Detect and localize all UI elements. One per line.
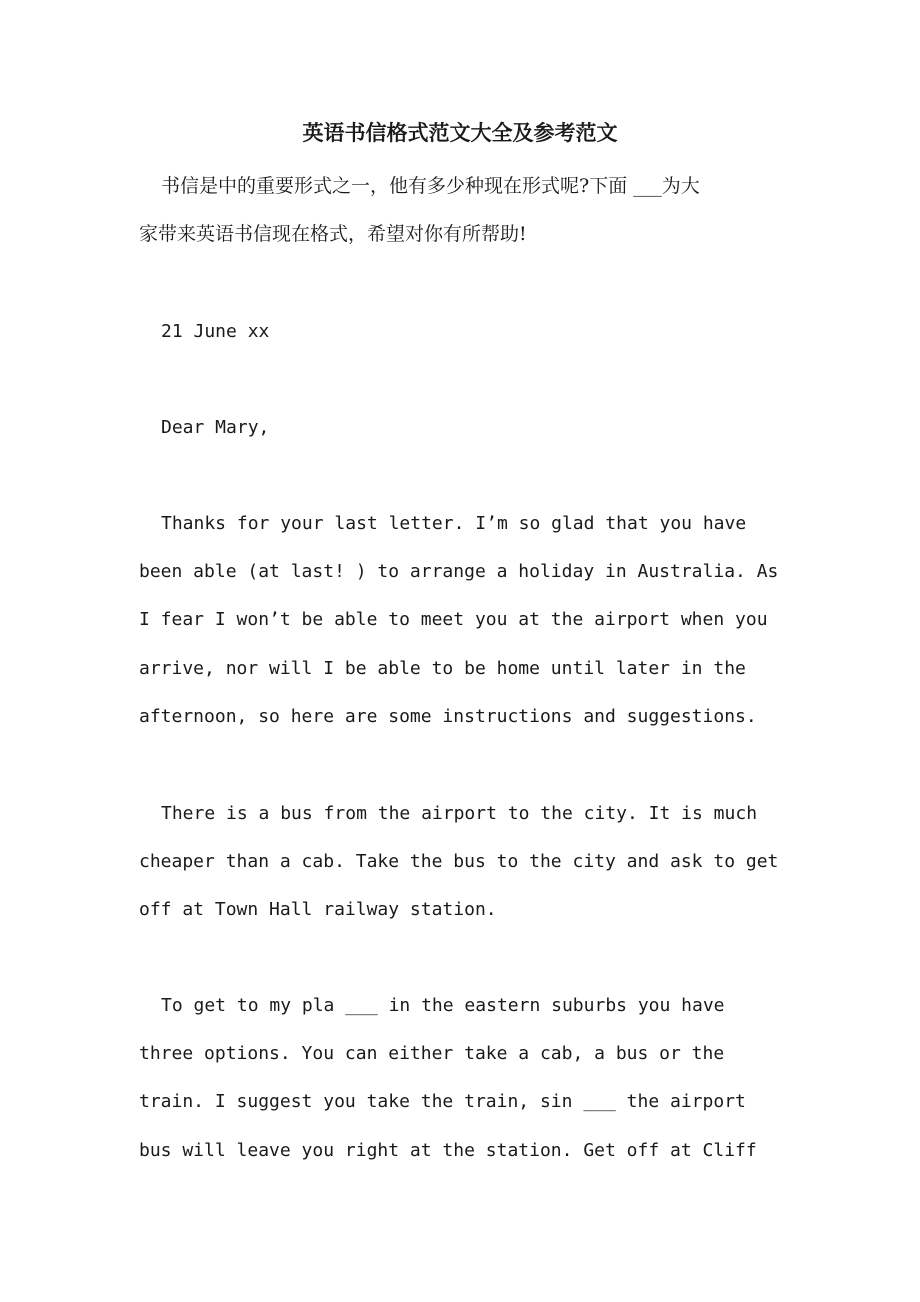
letter-greeting bbox=[139, 404, 784, 452]
paragraph-line: afternoon, so here are some instructions and suggestions. bbox=[139, 705, 757, 727]
letter-date bbox=[139, 308, 784, 356]
intro-line: 书信是中的重要形式之一，他有多少种现在形式呢?下面 ___为大 bbox=[161, 175, 700, 197]
paragraph-line: arrive, nor will I be able to be home until later in the bbox=[139, 657, 746, 679]
letter-paragraph-2 bbox=[139, 790, 784, 935]
paragraph-line: bus will leave you right at the station. Get off at Cliff bbox=[139, 1139, 757, 1161]
letter-paragraph-1 bbox=[139, 500, 784, 741]
document-title: 英语书信格式范文大全及参考范文 bbox=[302, 120, 618, 145]
paragraph-line: three options. You can either take a cab, a bus or the bbox=[139, 1043, 725, 1065]
paragraph-line: To get to my pla ___ in the eastern suburbs you have bbox=[161, 995, 725, 1016]
paragraph-line: been able (at last! ) to arrange a holiday in Australia. As bbox=[139, 561, 779, 583]
letter-paragraph-3 bbox=[139, 982, 784, 1175]
paragraph-line: There is a bus from the airport to the city. It is much bbox=[161, 803, 758, 824]
date-text: 21 June xx bbox=[161, 321, 270, 342]
paragraph-line: Thanks for your last letter. I’m so glad that you have bbox=[161, 513, 747, 534]
paragraph-line: off at Town Hall railway station. bbox=[139, 899, 497, 921]
paragraph-line: train. I suggest you take the train, sin ___ the airport bbox=[139, 1091, 746, 1113]
greeting-text: Dear Mary, bbox=[161, 417, 270, 438]
intro-paragraph bbox=[139, 162, 784, 258]
intro-line: 家带来英语书信现在格式，希望对你有所帮助! bbox=[139, 223, 527, 246]
paragraph-line: I fear I won’t be able to meet you at the airport when you bbox=[139, 609, 768, 631]
paragraph-line: cheaper than a cab. Take the bus to the city and ask to get bbox=[139, 851, 779, 873]
